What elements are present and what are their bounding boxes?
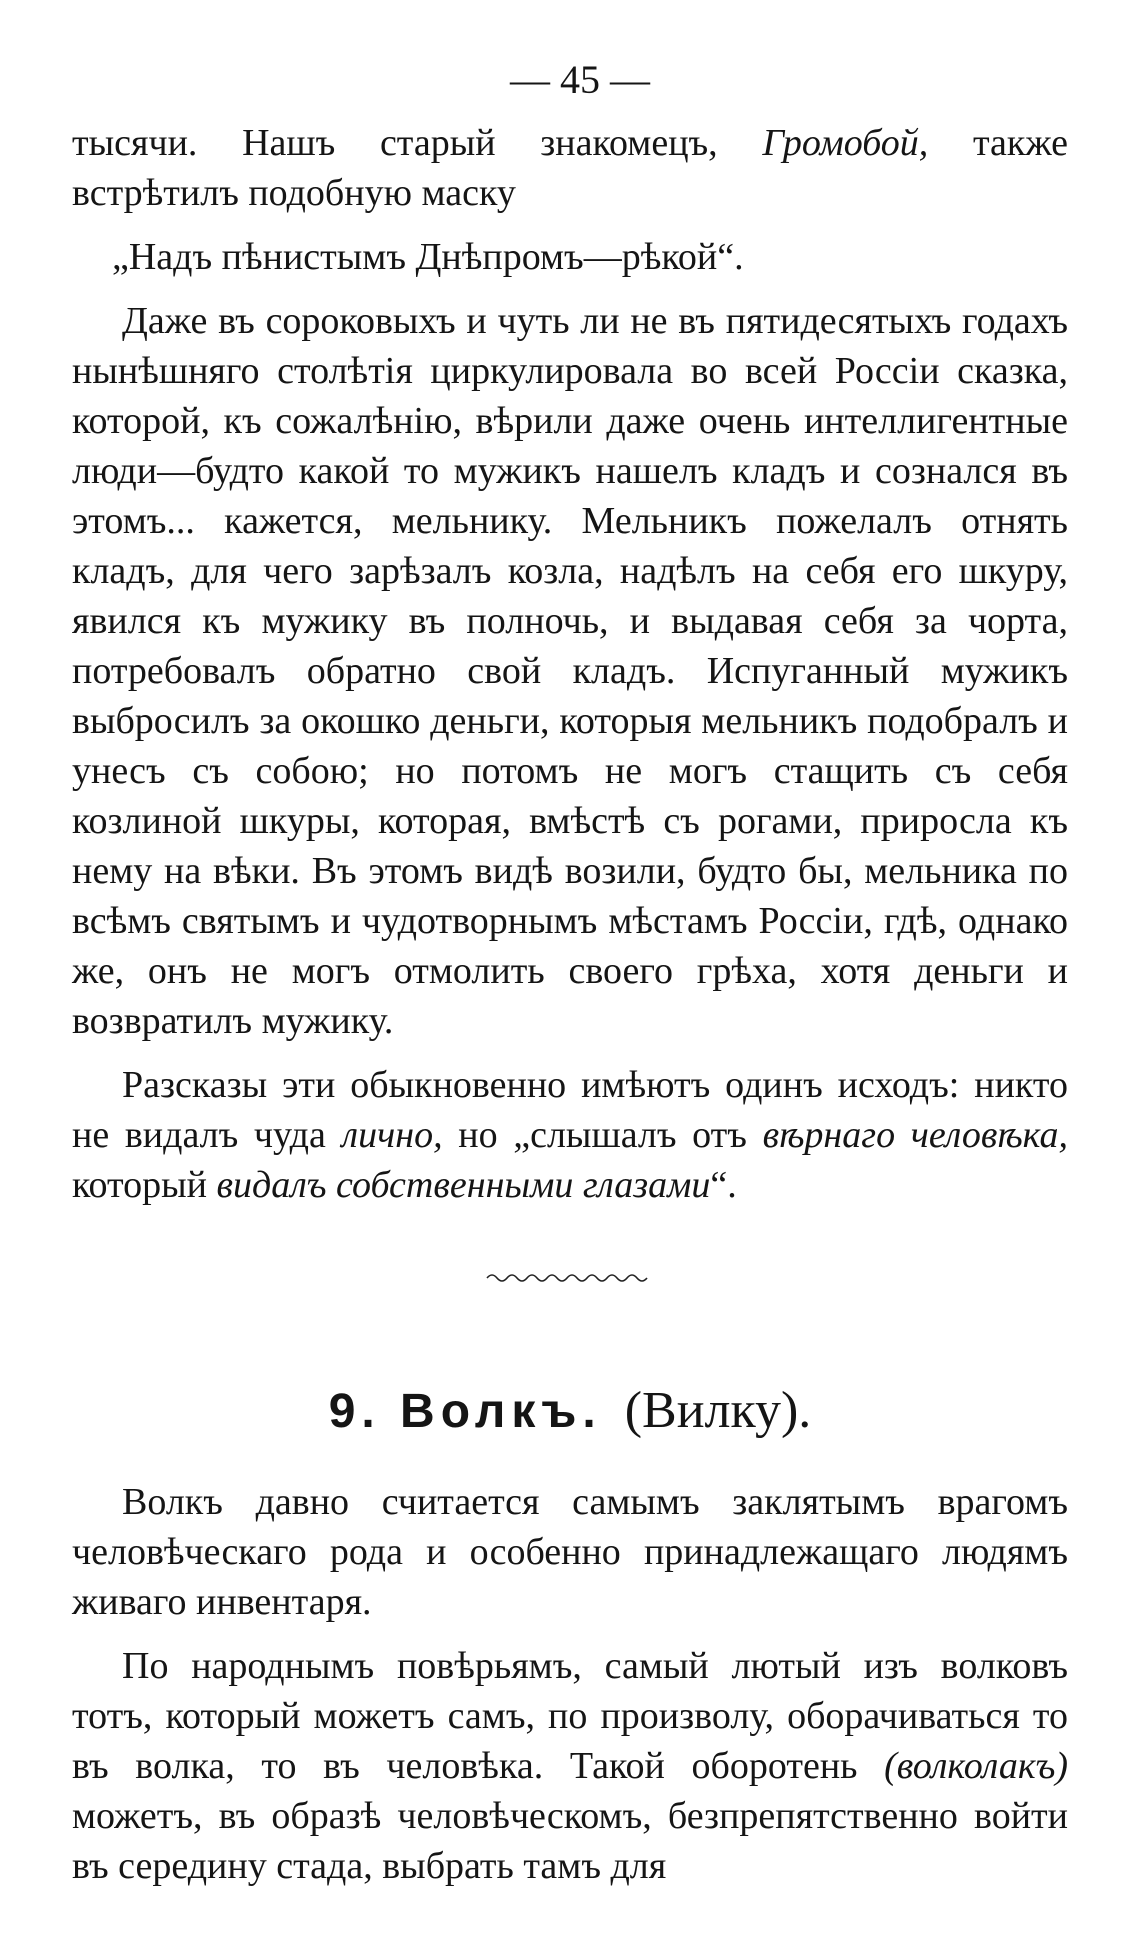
- italic-text: лично,: [341, 1114, 443, 1156]
- chapter-alt-name: (Вилку).: [624, 1382, 812, 1439]
- text-run: который: [72, 1164, 217, 1206]
- italic-text: видалъ собственными глазами: [216, 1164, 711, 1206]
- verse-quote: „Надъ пѣнистымъ Днѣпромъ—рѣкой“.: [112, 236, 744, 278]
- text-run: По народнымъ повѣрьямъ, самый лютый изъ волковъ тотъ, который можетъ самъ, по произволу, оборачиваться то въ волка, то въ человѣка. Такой оборотень: [72, 1645, 1068, 1787]
- paragraph: [72, 1060, 1068, 1210]
- italic-text: Громобой,: [762, 122, 929, 164]
- text-run: тысячи. Нашъ старый знакомецъ,: [72, 122, 763, 164]
- paragraph: Даже въ сороковыхъ и чуть ли не въ пятидесятыхъ годахъ нынѣшняго столѣтія циркулировала во всей Россіи сказка, которой, къ сожалѣнію, вѣрили даже очень интеллигентные люди—будто какой то мужикъ нашелъ кладъ и сознался въ этомъ... кажется, мельнику. Мельникъ пожелалъ отнять кладъ, для чего зарѣзалъ козла, надѣлъ на себя его шкуру, явился къ мужику въ полночь, и выдавая себя за чорта, потребовалъ обратно свой кладъ. Испуганный мужикъ выбросилъ за окошко деньги, которыя мельникъ подобралъ и унесъ съ собою; но потомъ не могъ стащить съ себя козлиной шкуры, которая, вмѣстѣ съ рогами, приросла къ нему на вѣки. Въ этомъ видѣ возили, будто бы, мельника по всѣмъ святымъ и чудотворнымъ мѣстамъ Россіи, гдѣ, однако же, онъ не могъ отмолить своего грѣха, хотя деньги и возвратилъ мужику.: [72, 300, 1068, 1042]
- paragraph: Волкъ давно считается самымъ заклятымъ врагомъ человѣческаго рода и особенно принадлежащаго людямъ живаго инвентаря.: [72, 1481, 1068, 1623]
- paragraph-continuation: [72, 118, 1068, 218]
- text-run: Разсказы эти обыкновенно имѣютъ одинъ исходъ: никто не видалъ чуда: [72, 1064, 1068, 1156]
- italic-text: (волколакъ): [884, 1745, 1068, 1787]
- paragraph: [72, 1641, 1068, 1891]
- italic-text: вѣрнаго человѣка,: [762, 1114, 1068, 1156]
- text-run: также встрѣтилъ подобную маску: [72, 122, 1068, 214]
- ornamental-divider: [485, 1270, 655, 1286]
- text-run: можетъ, въ образѣ человѣческомъ, безпрепятственно войти въ середину стада, выбрать тамъ для: [72, 1795, 1068, 1887]
- text-run: но „слышалъ отъ: [442, 1114, 763, 1156]
- text-run: “.: [710, 1164, 737, 1206]
- book-page: [72, 50, 1068, 1891]
- page-number: — 45 —: [510, 57, 650, 102]
- chapter-title: [72, 1376, 1068, 1447]
- chapter-heading: 9. Волкъ.: [328, 1385, 602, 1438]
